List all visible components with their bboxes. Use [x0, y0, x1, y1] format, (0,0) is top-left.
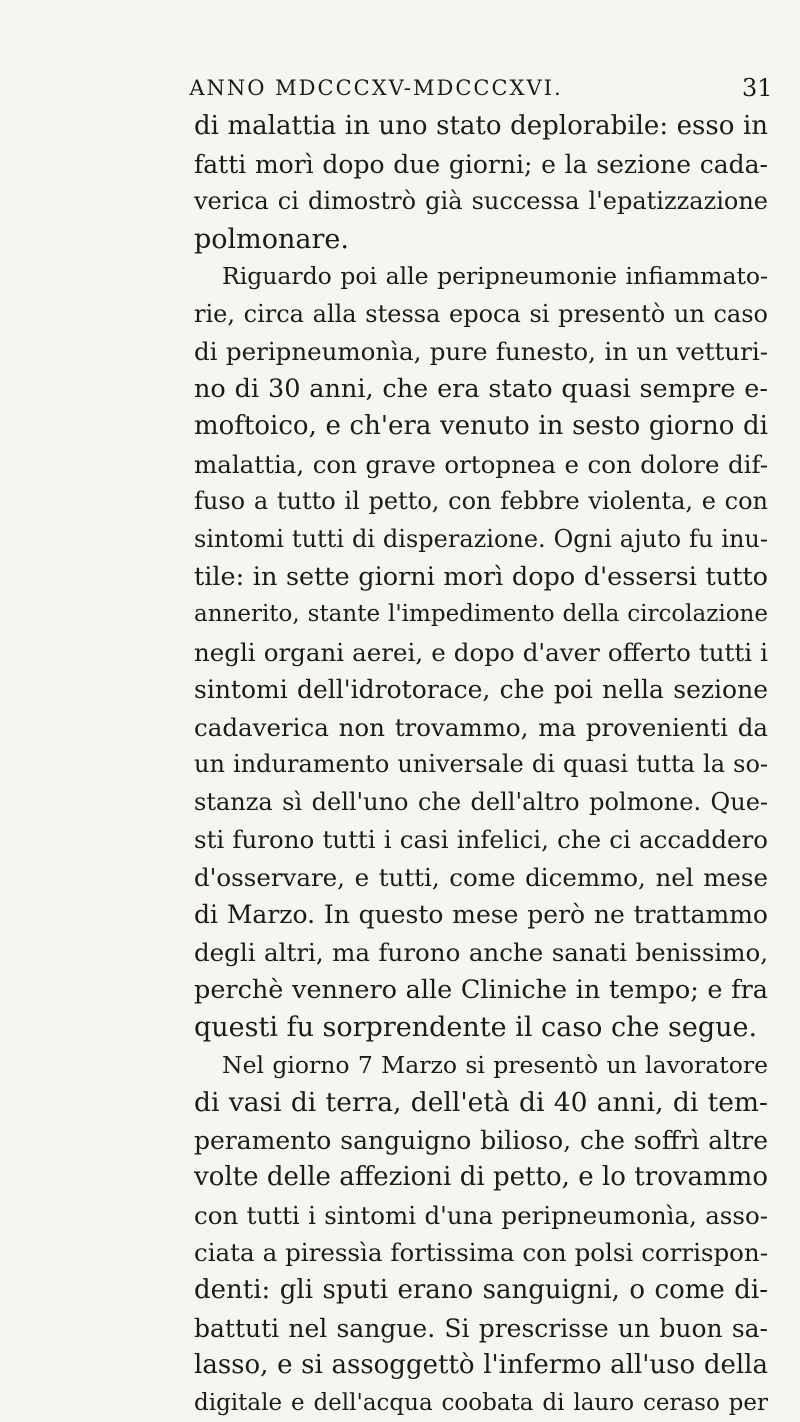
text-line: con tutti i sintomi d'una peripneumonìa, asso-	[194, 1200, 768, 1230]
text-line: polmonare.	[194, 223, 349, 255]
text-line: di Marzo. In questo mese però ne trattammo	[194, 900, 768, 930]
text-line: battuti nel sangue. Si prescrisse un buon sa-	[194, 1313, 768, 1343]
text-line: tile: in sette giorni morì dopo d'essersi tutto	[194, 561, 768, 592]
text-line: fatti morì dopo due giorni; e la sezione cada-	[194, 149, 768, 179]
text-line: negli organi aerei, e dopo d'aver offerto tutti i	[194, 637, 768, 667]
text-line: cadaverica non trovammo, ma provenienti da	[194, 712, 768, 742]
running-title: ANNO MDCCCXV-MDCCCXVI.	[189, 76, 563, 100]
text-line: un induramento universale di quasi tutta la so-	[194, 750, 768, 779]
text-line: degli altri, ma furono anche sanati benissimo,	[194, 938, 768, 968]
text-line: volte delle affezioni di petto, e lo trovammo	[194, 1162, 768, 1193]
text-line: sintomi dell'idrotorace, che poi nella sezione	[194, 675, 768, 705]
text-line: Riguardo poi alle peripneumonie infiammato-	[222, 262, 768, 291]
body-text	[194, 108, 768, 1422]
text-line: d'osservare, e tutti, come dicemmo, nel mese	[194, 862, 768, 892]
text-line: digitale e dell'acqua coobata di lauro ceraso per	[194, 1389, 768, 1416]
text-line: fuso a tutto il petto, con febbre violenta, e con	[194, 487, 768, 516]
text-line: Nel giorno 7 Marzo si presentò un lavoratore	[222, 1050, 768, 1079]
text-line: malattia, con grave ortopnea e con dolore dif-	[194, 449, 768, 479]
text-line: rie, circa alla stessa epoca si presentò un caso	[194, 299, 768, 328]
text-line: verica ci dimostrò già successa l'epatizzazione	[194, 187, 768, 216]
text-line: ciata a piressìa fortissima con polsi corrispon-	[194, 1238, 768, 1268]
text-line: peramento sanguigno bilioso, che soffrì altre	[194, 1125, 768, 1155]
text-line: di peripneumonìa, pure funesto, in un vetturi-	[194, 337, 768, 367]
text-line: sintomi tutti di disperazione. Ogni ajuto fu inu-	[194, 525, 768, 554]
page-number: 31	[742, 74, 773, 102]
text-line: di vasi di terra, dell'età di 40 anni, di tem-	[194, 1087, 768, 1119]
text-line: perchè vennero alle Cliniche in tempo; e fra	[194, 974, 768, 1005]
text-line: sti furono tutti i casi infelici, che ci accaddero	[194, 825, 768, 855]
text-line: moftoico, e ch'era venuto in sesto giorno di	[194, 411, 768, 442]
text-line: di malattia in uno stato deplorabile: esso in	[194, 111, 768, 141]
text-line: denti: gli sputi erano sanguigni, o come di-	[194, 1274, 768, 1305]
text-line: no di 30 anni, che era stato quasi sempre e-	[194, 373, 768, 404]
text-line: stanza sì dell'uno che dell'altro polmone. Que-	[194, 787, 768, 816]
text-line: questi fu sorprendente il caso che segue.	[194, 1012, 758, 1044]
text-line: annerito, stante l'impedimento della circolazione	[194, 601, 768, 628]
text-line: lasso, e si assoggettò l'infermo all'uso della	[194, 1350, 768, 1381]
